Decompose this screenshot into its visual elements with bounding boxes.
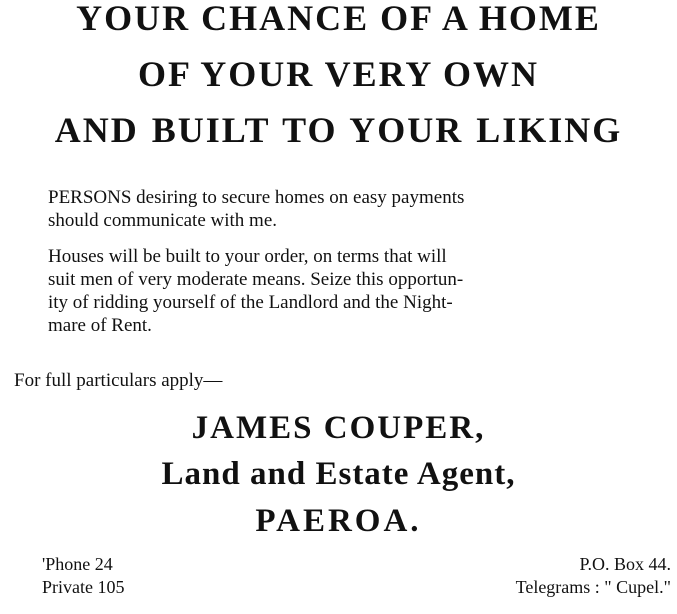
paragraph-line: suit men of very moderate means. Seize this opportun- bbox=[48, 269, 464, 290]
headline-line-2: OF YOUR VERY OWN bbox=[137, 54, 540, 94]
paragraph-persons bbox=[48, 186, 623, 232]
paragraph-line: mare of Rent. bbox=[48, 315, 152, 336]
paragraph-line: should communicate with me. bbox=[48, 210, 278, 231]
telegrams: Telegrams : " Cupel." bbox=[515, 577, 671, 597]
private-number: Private 105 bbox=[42, 577, 125, 597]
paragraph-line: ity of ridding yourself of the Landlord and the Night- bbox=[48, 292, 453, 313]
agent-location: PAEROA. bbox=[255, 503, 422, 539]
agent-title: Land and Estate Agent, bbox=[161, 456, 516, 492]
contact-postal bbox=[516, 553, 671, 599]
headline-line-3: AND BUILT TO YOUR LIKING bbox=[54, 110, 623, 150]
paragraph-line: PERSONS desiring to secure homes on easy payments bbox=[48, 187, 465, 208]
apply-text: For full particulars apply— bbox=[14, 370, 223, 391]
agent-name: JAMES COUPER, bbox=[191, 410, 486, 446]
phone-number: 'Phone 24 bbox=[42, 554, 113, 574]
paragraph-line: Houses will be built to your order, on terms that will bbox=[48, 246, 447, 267]
contact-phones bbox=[42, 553, 125, 599]
paragraph-houses bbox=[48, 245, 623, 337]
po-box: P.O. Box 44. bbox=[579, 554, 671, 574]
headline-line-1: YOUR CHANCE OF A HOME bbox=[76, 0, 601, 38]
